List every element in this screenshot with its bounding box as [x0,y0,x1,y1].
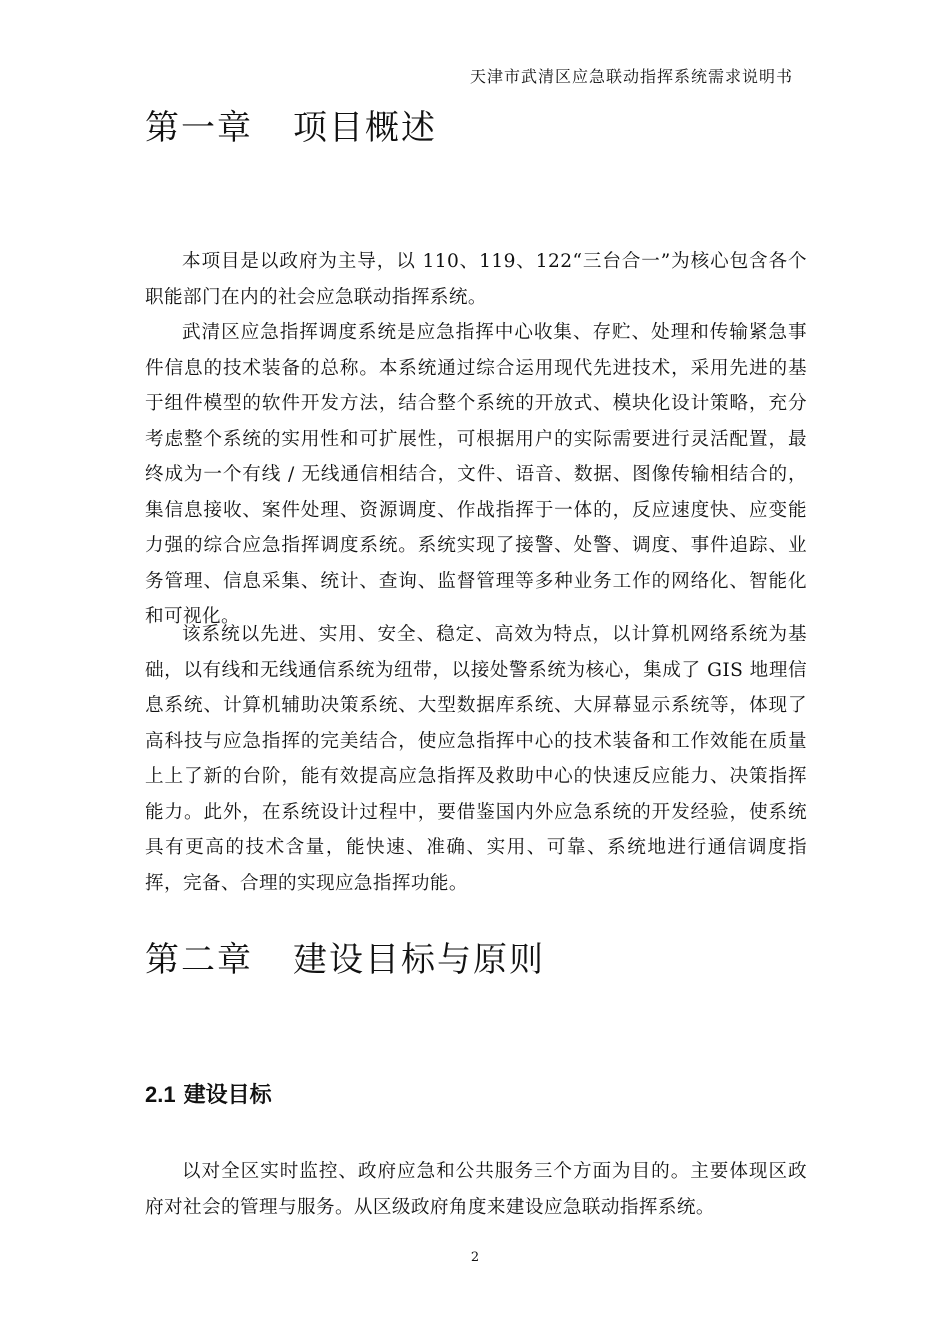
section-2-1-title: 建设目标 [183,1082,272,1108]
chapter-1-number: 第一章 [145,108,253,148]
paragraph-section-2-1: 以对全区实时监控、政府应急和公共服务三个方面为目的。主要体现区政府对社会的管理与服务。从区级政府角度来建设应急联动指挥系统。 [145,1161,807,1218]
page-number: 2 [470,1250,480,1265]
chapter-1-title: 项目概述 [293,108,437,148]
chapter-2-title: 建设目标与原则 [293,940,545,980]
chapter-1-heading [145,100,437,149]
paragraph-3: 该系统以先进、实用、安全、稳定、高效为特点，以计算机网络系统为基础，以有线和无线通信系统为纽带，以接处警系统为核心，集成了 GIS 地理信息系统、计算机辅助决策系统、大型数据库系统、大屏幕显示系统等，体现了高科技与应急指挥的完美结合，使应急指挥中心的技术装备和工作效能在质量上上了新的台阶，能有效提高应急指挥及救助中心的快速反应能力、决策指挥能力。此外，在系统设计过程中，要借鉴国内外应急系统的开发经验，使系统具有更高的技术含量，能快速、准确、实用、可靠、系统地进行通信调度指挥，完备、合理的实现应急指挥功能。 [145,624,807,894]
section-2-1-heading [145,1078,272,1109]
section-2-1-number: 2.1 [145,1082,176,1107]
running-header: 天津市武清区应急联动指挥系统需求说明书 [469,67,793,86]
chapter-2-heading [145,932,545,981]
paragraph-1: 本项目是以政府为主导，以 110、119、122“三台合一”为核心包含各个职能部门在内的社会应急联动指挥系统。 [145,251,807,308]
paragraph-2: 武清区应急指挥调度系统是应急指挥中心收集、存贮、处理和传输紧急事件信息的技术装备的总称。本系统通过综合运用现代先进技术，采用先进的基于组件模型的软件开发方法，结合整个系统的开放式、模块化设计策略，充分考虑整个系统的实用性和可扩展性，可根据用户的实际需要进行灵活配置，最终成为一个有线 / 无线通信相结合，文件、语音、数据、图像传输相结合的，集信息接收、案件处理、资源调度、作战指挥于一体的，反应速度快、应变能力强的综合应急指挥调度系统。系统实现了接警、处警、调度、事件追踪、业务管理、信息采集、统计、查询、监督管理等多种业务工作的网络化、智能化和可视化。 [145,322,807,627]
chapter-2-number: 第二章 [145,940,253,980]
